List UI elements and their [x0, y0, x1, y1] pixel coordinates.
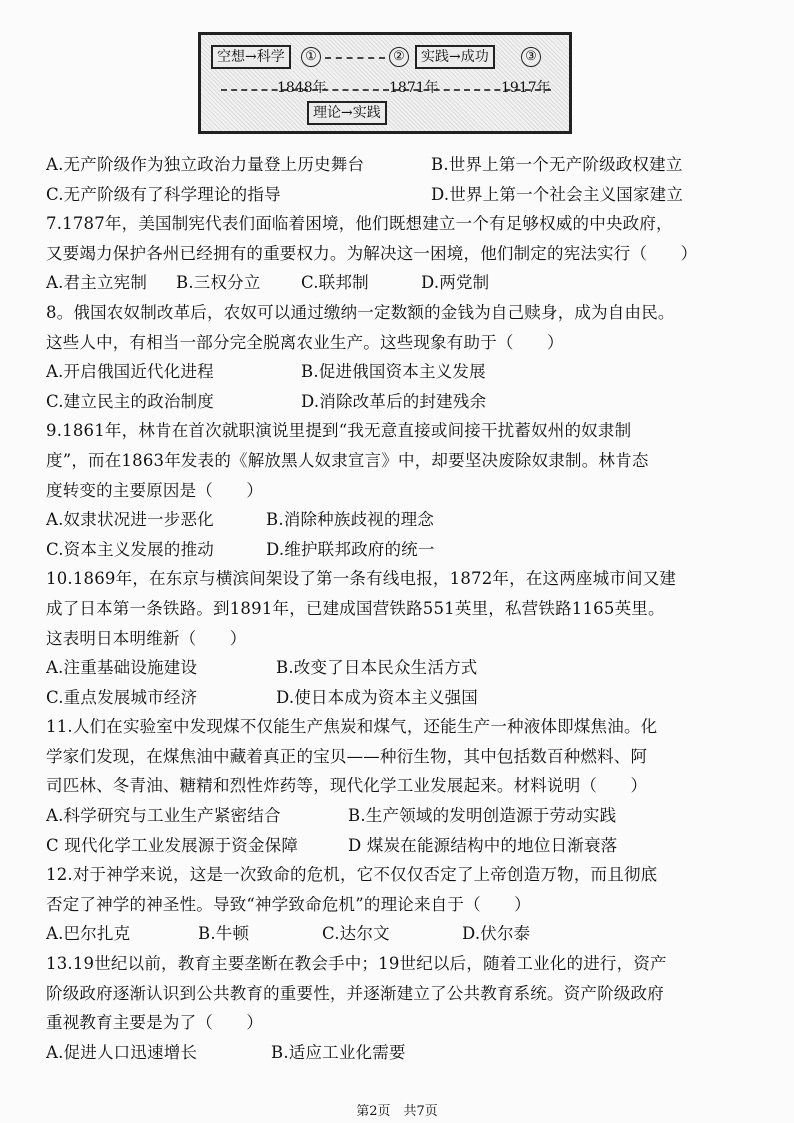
q13-option-a[interactable]: A.促进人口迅速增长	[46, 1042, 198, 1062]
q9-option-a[interactable]: A.奴隶状况进一步恶化	[46, 510, 214, 530]
q9-options-row-1	[46, 505, 758, 535]
q12-option-b[interactable]: B.牛顿	[198, 924, 250, 944]
q8-stem-line-1: 8。俄国农奴制改革后，农奴可以通过缴纳一定数额的金钱为自己赎身，成为自由民。	[46, 302, 675, 322]
q8-option-d[interactable]: D.消除改革后的封建残余	[301, 391, 487, 411]
q11-options-row-1	[46, 801, 758, 831]
figure-connector	[325, 57, 385, 59]
q10-stem-line-1: 10.1869年，在东京与横滨间架设了第一条有线电报，1872年，在这两座城市间又建	[46, 569, 677, 589]
figure-year-1871: 1871年	[389, 80, 439, 96]
q11-option-c[interactable]: C 现代化学工业发展源于资金保障	[46, 835, 299, 855]
q8-options-row-2	[46, 387, 758, 417]
q12-option-a[interactable]: A.巴尔扎克	[46, 924, 131, 944]
q7-stem-line-1: 7.1787年，美国制宪代表们面临着困境，他们既想建立一个有足够权威的中央政府，	[46, 214, 673, 234]
timeline-figure	[198, 32, 572, 134]
q12-option-c[interactable]: C.达尔文	[322, 924, 390, 944]
q6-option-d[interactable]: D.世界上第一个社会主义国家建立	[431, 184, 684, 204]
q7-options	[46, 268, 758, 298]
q10-options-row-1	[46, 653, 758, 683]
figure-box-practice-success: 实践→成功	[415, 45, 495, 69]
q10-option-c[interactable]: C.重点发展城市经济	[46, 687, 198, 707]
q8-option-a[interactable]: A.开启俄国近代化进程	[46, 362, 214, 382]
q10-option-b[interactable]: B.改变了日本民众生活方式	[276, 658, 478, 678]
q9-option-c[interactable]: C.资本主义发展的推动	[46, 539, 214, 559]
figure-marker-3: ③	[521, 47, 541, 67]
figure-box-utopia-science: 空想→科学	[211, 45, 291, 69]
q12-options	[46, 919, 758, 949]
figure-year-1848: 1848年	[277, 80, 327, 96]
q6-options-row-2	[46, 180, 758, 210]
q7-option-b[interactable]: B.三权分立	[176, 273, 261, 293]
q7-stem-line-2: 又要竭力保护各州已经拥有的重要权力。为解决这一困境，他们制定的宪法实行（ ）	[46, 243, 698, 263]
q9-option-d[interactable]: D.维护联邦政府的统一	[266, 539, 435, 559]
q9-stem-line-1: 9.1861年，林肯在首次就职演说里提到“我无意直接或间接干扰蓄奴州的奴隶制	[46, 421, 632, 441]
q12-option-d[interactable]: D.伏尔泰	[462, 924, 531, 944]
q6-option-b[interactable]: B.世界上第一个无产阶级政权建立	[431, 155, 683, 174]
question-content	[46, 150, 758, 1067]
q11-option-a[interactable]: A.科学研究与工业生产紧密结合	[46, 806, 281, 826]
figure-box-theory-practice: 理论→实践	[307, 101, 387, 125]
q8-option-b[interactable]: B.促进俄国资本主义发展	[301, 362, 486, 382]
q9-options-row-2	[46, 535, 758, 565]
q9-option-b[interactable]: B.消除种族歧视的理念	[266, 510, 435, 530]
q11-option-b[interactable]: B.生产领域的发明创造源于劳动实践	[348, 806, 617, 826]
q10-option-a[interactable]: A.注重基础设施建设	[46, 658, 198, 678]
figure-marker-1: ①	[301, 47, 321, 67]
q13-stem-line-2: 阶级政府逐渐认识到公共教育的重要性，并逐渐建立了公共教育系统。资产阶级政府	[46, 983, 664, 1003]
q9-stem-line-3: 度转变的主要原因是（ ）	[46, 480, 264, 500]
q7-option-c[interactable]: C.联邦制	[301, 273, 369, 293]
figure-marker-2: ②	[389, 47, 409, 67]
q12-stem-line-1: 12.对于神学来说，这是一次致命的危机，它不仅仅否定了上帝创造万物，而且彻底	[46, 865, 658, 885]
q13-options	[46, 1038, 758, 1068]
figure-year-1917: 1917年	[501, 80, 551, 96]
q10-options-row-2	[46, 683, 758, 713]
q13-stem-line-3: 重视教育主要是为了（ ）	[46, 1013, 264, 1033]
q13-option-b[interactable]: B.适应工业化需要	[271, 1042, 406, 1062]
q10-stem-line-3: 这表明日本明维新（ ）	[46, 628, 247, 648]
q13-stem-line-1: 13.19世纪以前，教育主要垄断在教会手中；19世纪以后，随着工业化的进行，资产	[46, 954, 667, 974]
q8-stem-line-2: 这些人中，有相当一部分完全脱离农业生产。这些现象有助于（ ）	[46, 332, 564, 352]
q10-option-d[interactable]: D.使日本成为资本主义强国	[276, 687, 478, 707]
q11-stem-line-3: 司匹林、冬青油、糖精和烈性炸药等，现代化学工业发展起来。材料说明（ ）	[46, 776, 648, 796]
q7-option-a[interactable]: A.君主立宪制	[46, 273, 148, 293]
q11-stem-line-2: 学家们发现，在煤焦油中藏着真正的宝贝——种衍生物，其中包括数百种燃料、阿	[46, 746, 648, 766]
q11-stem-line-1: 11.人们在实验室中发现煤不仅能生产焦炭和煤气，还能生产一种液体即煤焦油。化	[46, 717, 658, 737]
q6-options-row-1	[46, 150, 758, 180]
q12-stem-line-2: 否定了神学的神圣性。导致“神学致命危机”的理论来自于（ ）	[46, 894, 531, 914]
q10-stem-line-2: 成了日本第一条铁路。到1891年，已建成国营铁路551英里，私营铁路1165英里。	[46, 598, 665, 618]
q7-option-d[interactable]: D.两党制	[421, 273, 490, 293]
q11-option-d[interactable]: D 煤炭在能源结构中的地位日渐衰落	[348, 835, 618, 855]
page-footer: 第2页 共7页	[356, 1104, 438, 1119]
q6-option-a[interactable]: A.无产阶级作为独立政治力量登上历史舞台	[46, 155, 365, 174]
q9-stem-line-2: 度”，而在1863年发表的《解放黑人奴隶宣言》中，却要坚决废除奴隶制。林肯态	[46, 450, 649, 470]
q11-options-row-2	[46, 831, 758, 861]
q8-options-row-1	[46, 357, 758, 387]
q8-option-c[interactable]: C.建立民主的政治制度	[46, 391, 214, 411]
q6-option-c[interactable]: C.无产阶级有了科学理论的指导	[46, 184, 281, 204]
